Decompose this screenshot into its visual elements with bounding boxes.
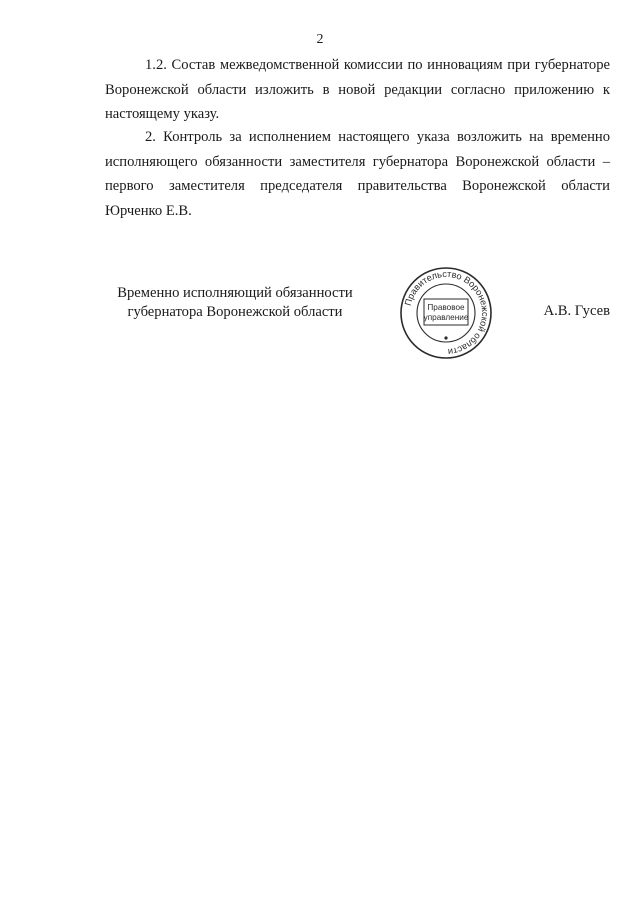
- paragraph-1: 1.2. Состав межведомственной комиссии по инновациям при губернаторе Воронежской области изложить в новой редакции согласно приложению к настоящему указу.: [105, 57, 610, 122]
- paragraph-2: 2. Контроль за исполнением настоящего указа возложить на временно исполняющего обязанности заместителя губернатора Воронежской области – первого заместителя председателя правительства Воронежской области Юрченко Е.В.: [105, 129, 610, 219]
- signatory-name: А.В. Гусев: [543, 303, 610, 319]
- signatory-position-line-1: Временно исполняющий обязанности: [117, 285, 353, 301]
- stamp-inner-line-1: Правовое: [427, 303, 465, 312]
- stamp-ring-text: Правительство Воронежской области: [402, 268, 491, 358]
- signatory-position-line-2: губернатора Воронежской области: [127, 304, 343, 320]
- page-number: 2: [316, 32, 324, 47]
- stamp-seal-icon: [398, 265, 494, 361]
- signatory-position: [105, 284, 365, 322]
- official-stamp: [398, 265, 494, 361]
- stamp-inner-line-2: управление: [423, 313, 469, 322]
